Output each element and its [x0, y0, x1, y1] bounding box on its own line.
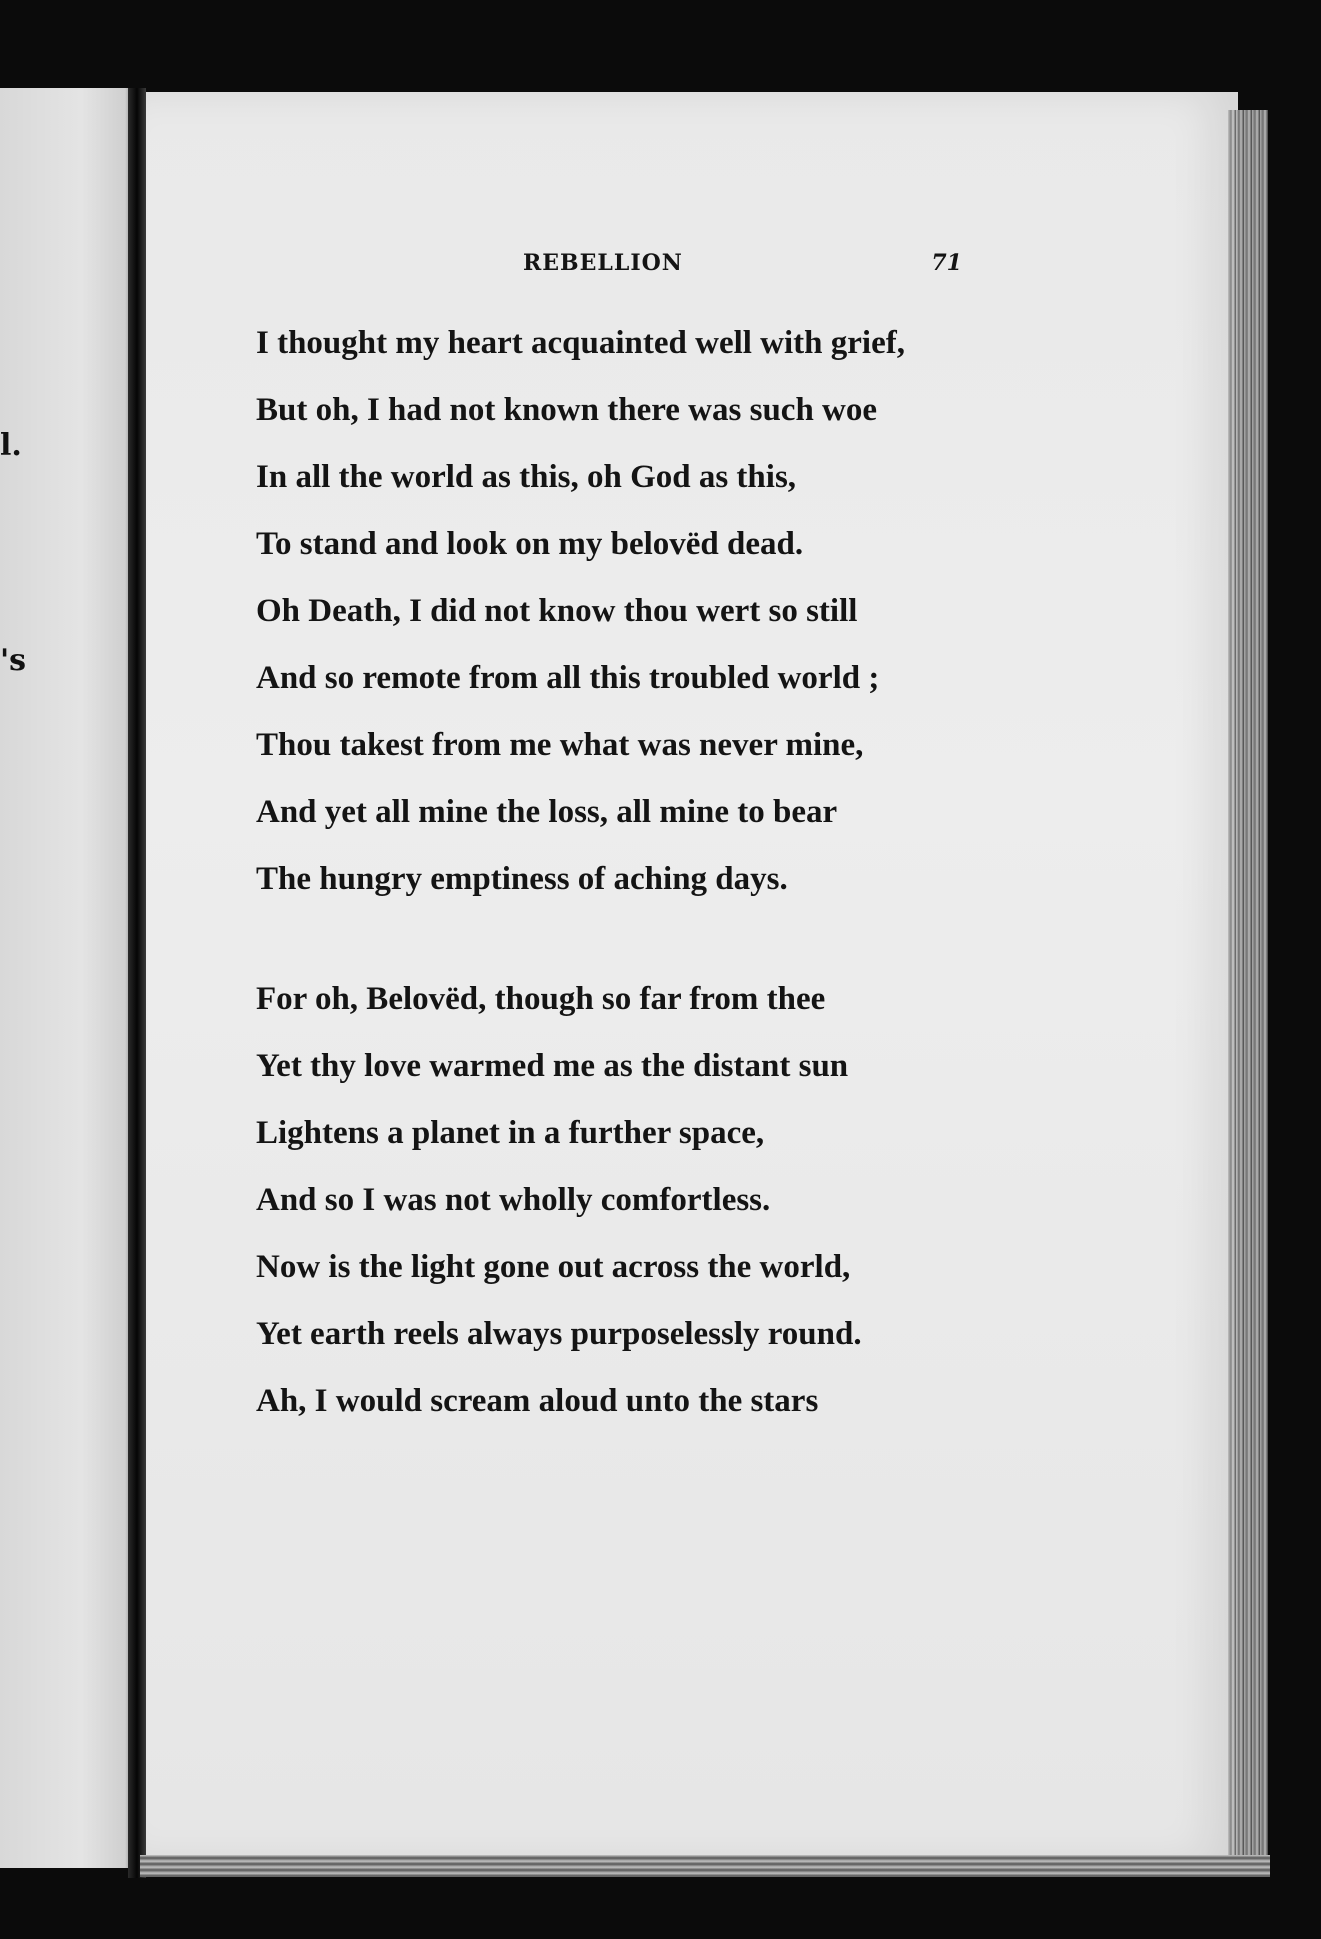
poem-line: And yet all mine the loss, all mine to bear: [256, 794, 838, 830]
previous-page-edge: [0, 88, 136, 1868]
poem-line: In all the world as this, oh God as this,: [256, 459, 797, 495]
poem-line: I thought my heart acquainted well with grief,: [256, 325, 905, 361]
page-bottom-edge: [140, 1855, 1270, 1877]
page-number: 71: [931, 250, 962, 276]
previous-page-fragment: 's: [0, 643, 27, 678]
poem-line: Yet earth reels always purposelessly round.: [256, 1316, 862, 1352]
poem-line: Lightens a planet in a further space,: [256, 1115, 765, 1151]
running-title: REBELLION: [523, 250, 683, 276]
book-gutter: [128, 88, 146, 1878]
poem-line: Thou takest from me what was never mine,: [256, 727, 864, 763]
poem-line: To stand and look on my belovëd dead.: [256, 526, 804, 562]
previous-page-fragment: l.: [0, 428, 22, 463]
poem-line: The hungry emptiness of aching days.: [256, 861, 788, 897]
poem-stanza: [256, 966, 862, 1435]
poem-line: But oh, I had not known there was such woe: [256, 392, 878, 428]
poem-line: Now is the light gone out across the world,: [256, 1249, 851, 1285]
poem-line: Yet thy love warmed me as the distant sun: [256, 1048, 849, 1084]
poem-line: Oh Death, I did not know thou wert so still: [256, 593, 858, 629]
page-edges: [1228, 110, 1268, 1870]
poem-line: Ah, I would scream aloud unto the stars: [256, 1383, 819, 1419]
poem-line: And so I was not wholly comfortless.: [256, 1182, 771, 1218]
poem-line: And so remote from all this troubled world ;: [256, 660, 880, 696]
page-header: [256, 244, 976, 284]
poem-stanza: [256, 310, 905, 913]
poem-line: For oh, Belovëd, though so far from thee: [256, 981, 826, 1017]
